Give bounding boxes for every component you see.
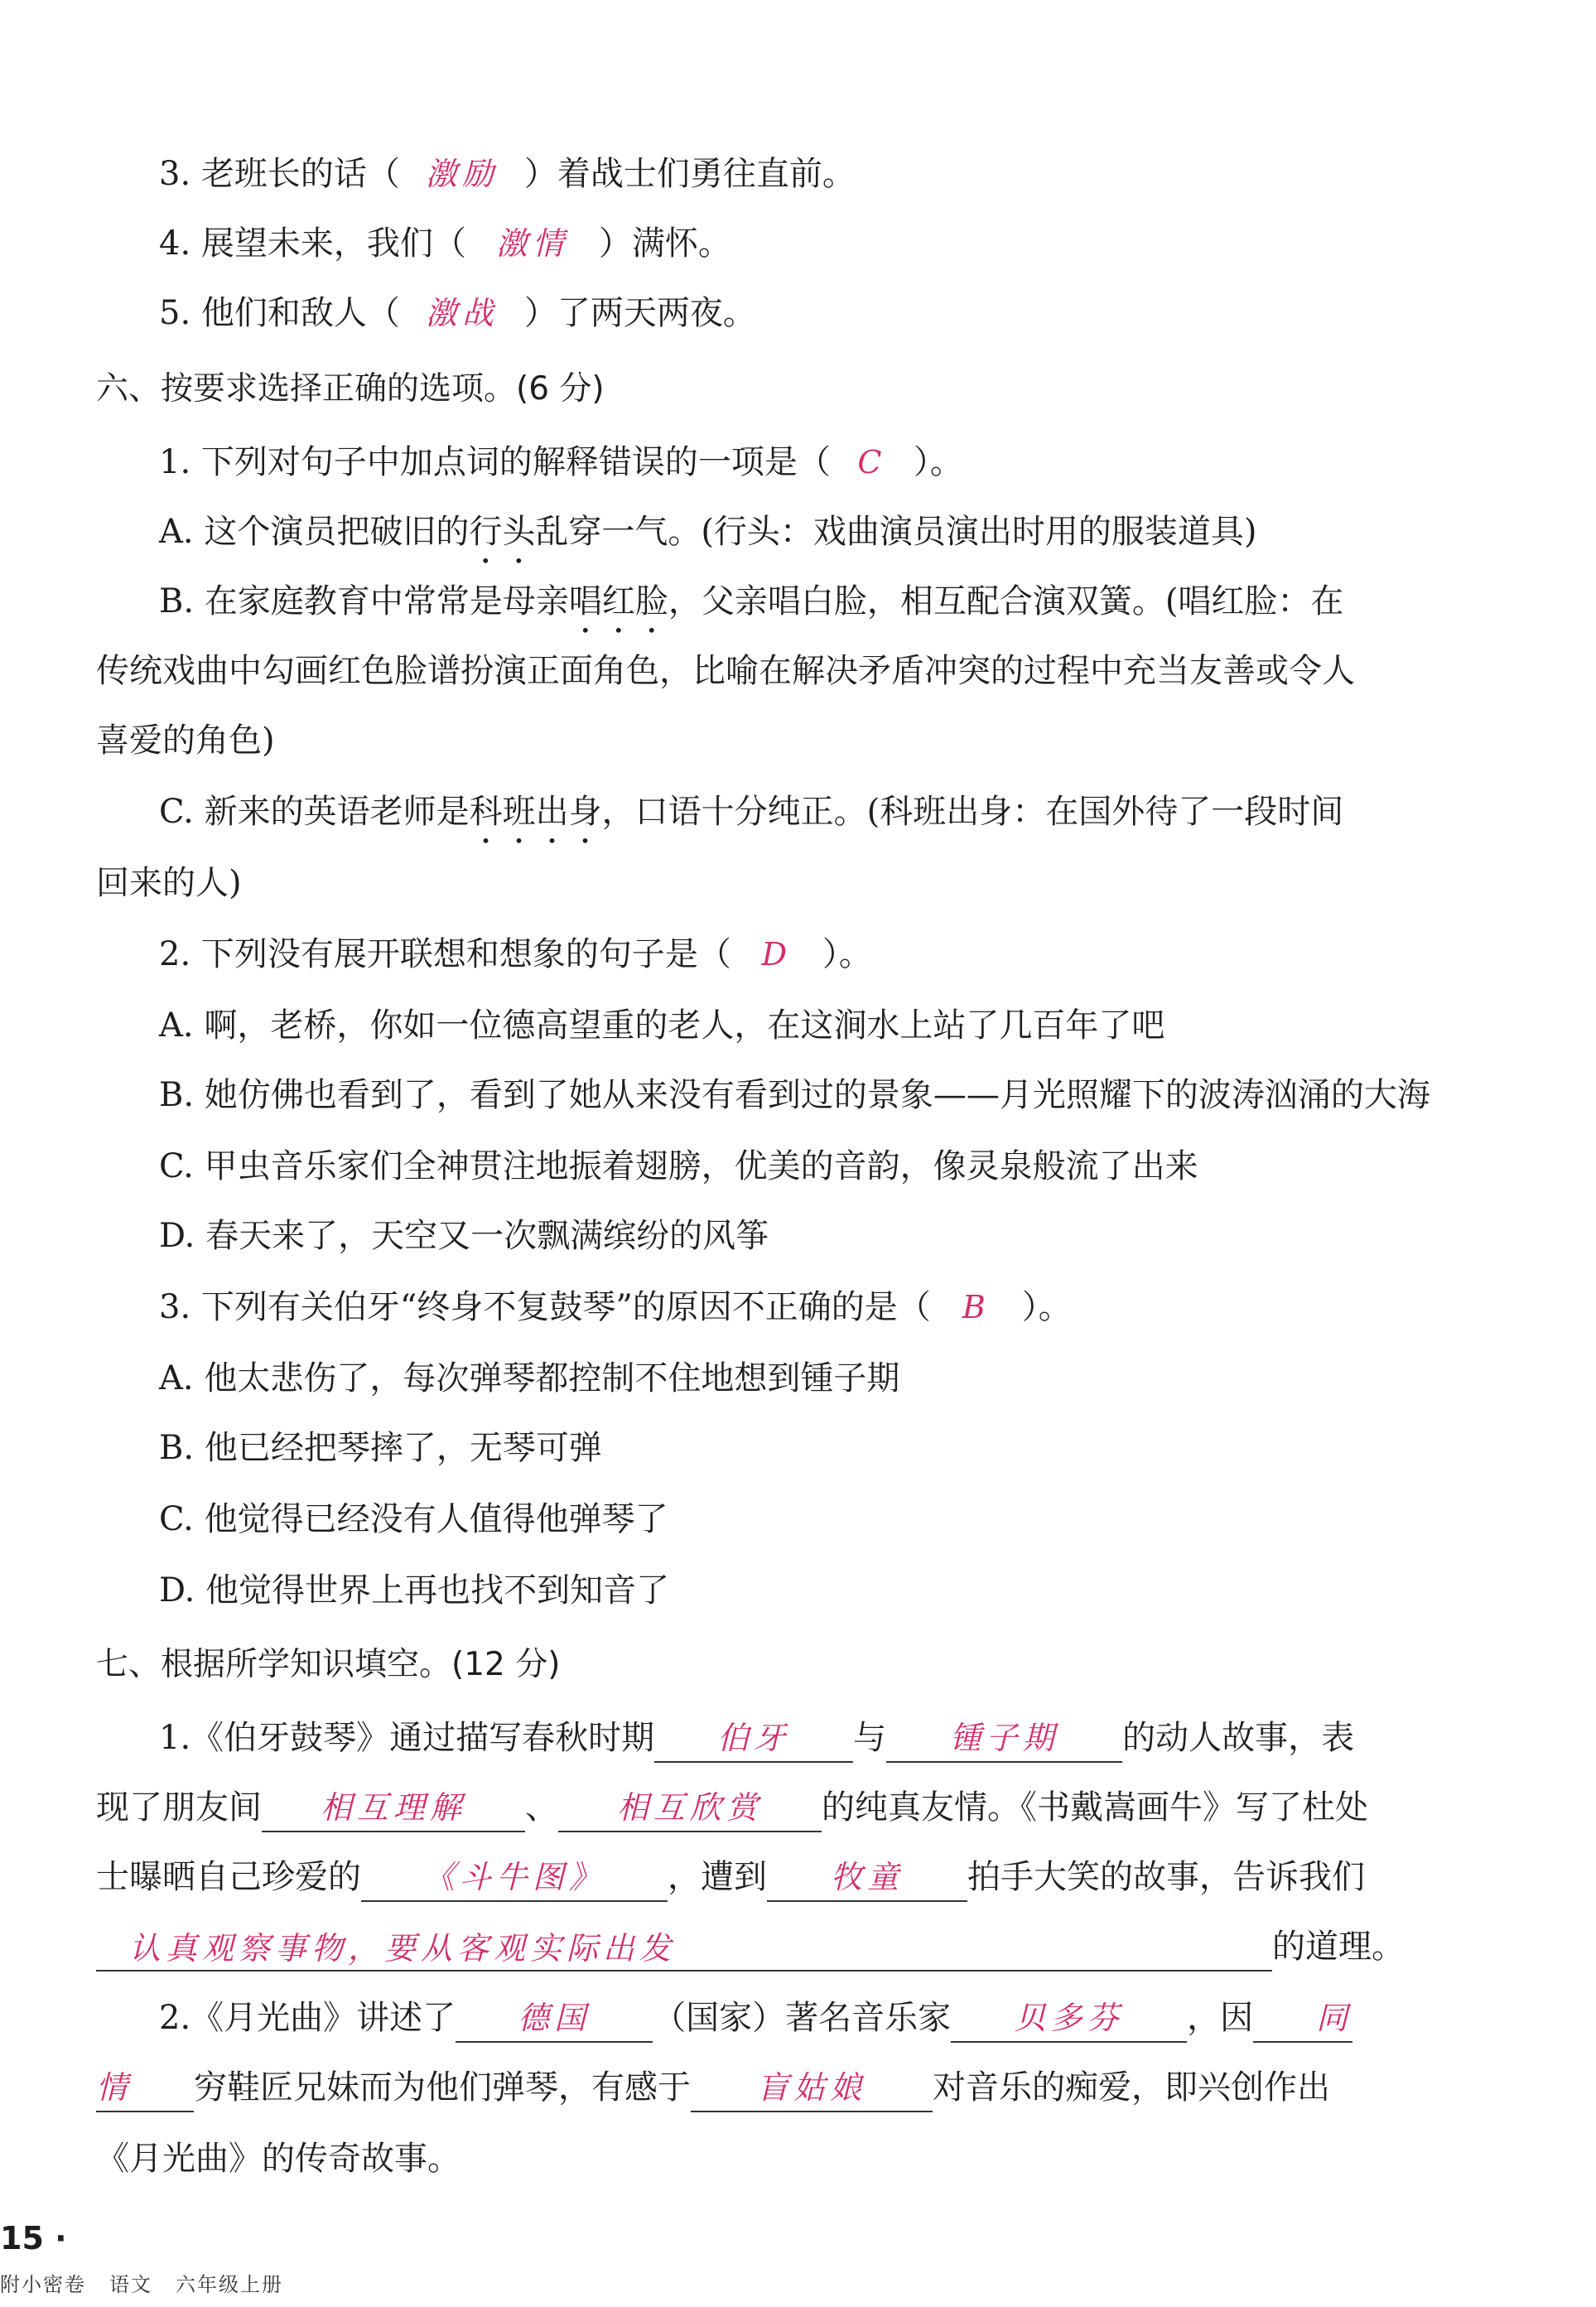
s6-q3-option-d: D. 他觉得世界上再也找不到知音了 (159, 1571, 670, 1610)
answer-s6-q2: D (761, 936, 793, 973)
grade: 六年级上册 (176, 2273, 283, 2296)
s6-q3: 3. 下列有关伯牙“终身不复鼓琴”的原因不正确的是（ B ）。 (159, 1282, 1072, 1332)
s6-q2-option-b: B. 她仿佛也看到了，看到了她从来没有看到过的景象——月光照耀下的波涛汹涌的大海 (159, 1076, 1430, 1114)
s6-q1-option-b-line2: 传统戏曲中勾画红色脸谱扮演正面角色，比喻在解决矛盾冲突的过程中充当友善或令人 (96, 652, 1355, 690)
answer-blank: 牧童 (767, 1854, 967, 1902)
answer-q5: 激战 (425, 295, 499, 331)
footer-book-info (0, 2268, 306, 2297)
s7-q2-line2: 情 穷鞋匠兄妹而为他们弹琴，有感于 盲姑娘 对音乐的痴爱，即兴创作出 (96, 2063, 1330, 2112)
s6-q2-option-c: C. 甲虫音乐家们全神贯注地振着翅膀，优美的音韵，像灵泉般流了出来 (159, 1147, 1198, 1185)
s6-q2-option-d: D. 春天来了，天空又一次飘满缤纷的风筝 (159, 1217, 769, 1255)
s6-q3-option-a: A. 他太悲伤了，每次弹琴都控制不住地想到锺子期 (159, 1359, 900, 1397)
s6-q2-option-a: A. 啊，老桥，你如一位德高望重的老人，在这涧水上站了几百年了吧 (159, 1006, 1165, 1045)
fill-q4: 4. 展望未来，我们（ 激情 ）满怀。 (159, 219, 731, 268)
s6-q1-option-c-line2: 回来的人) (96, 864, 242, 902)
s7-q2-line3: 《月光曲》的传奇故事。 (96, 2140, 460, 2178)
answer-blank: 锺子期 (886, 1715, 1122, 1763)
section7-title: 七、根据所学知识填空。(12 分) (96, 1646, 561, 1683)
answer-blank: 同 (1253, 1995, 1353, 2043)
fill-q3: 3. 老班长的话（ 激励 ）着战士们勇往直前。 (159, 149, 856, 199)
s7-q1-line3: 士曝晒自己珍爱的 《斗牛图》 ，遭到 牧童 拍手大笑的故事，告诉我们 (96, 1852, 1365, 1902)
dotted-word: 唱红脸 (568, 582, 668, 620)
s7-q2-line1: 2.《月光曲》讲述了 德国 （国家）著名音乐家 贝多芬 ，因 同 (159, 1993, 1353, 2043)
s6-q1-option-b: B. 在家庭教育中常常是母亲唱红脸，父亲唱白脸，相互配合演双簧。(唱红脸：在 (159, 582, 1344, 620)
s6-q1: 1. 下列对句子中加点词的解释错误的一项是（ C ）。 (159, 437, 963, 487)
answer-q4: 激情 (495, 225, 569, 262)
answer-s6-q1: C (857, 444, 887, 480)
answer-blank: 伯牙 (654, 1715, 853, 1763)
answer-q3: 激励 (425, 156, 499, 192)
answer-blank: 相互欣赏 (558, 1784, 822, 1832)
answer-blank: 德国 (456, 1995, 653, 2043)
answer-blank: 贝多芬 (951, 1995, 1187, 2043)
s6-q3-option-c: C. 他觉得已经没有人值得他弹琴了 (159, 1500, 668, 1538)
subject: 语文 (109, 2273, 152, 2296)
answer-s6-q3: B (962, 1289, 991, 1325)
answer-blank: 相互理解 (262, 1784, 525, 1832)
s6-q3-option-b: B. 他已经把琴摔了，无琴可弹 (159, 1429, 602, 1467)
dotted-word: 行头 (469, 513, 536, 551)
s6-q1-option-b-line3: 喜爱的角色) (96, 722, 275, 760)
answer-blank: 《斗牛图》 (361, 1854, 668, 1902)
s6-q2: 2. 下列没有展开联想和想象的句子是（ D ）。 (159, 929, 872, 979)
fill-q5: 5. 他们和敌人（ 激战 ）了两天两夜。 (159, 288, 756, 338)
answer-blank: 情 (96, 2064, 194, 2112)
s7-q1-line2: 现了朋友间 相互理解 、 相互欣赏 的纯真友情。《书戴嵩画牛》写了杜处 (96, 1783, 1368, 1832)
s7-q1-line4: 认真观察事物，要从客观实际出发 的道理。 (96, 1922, 1405, 1972)
book-title: 附小密卷 (0, 2273, 86, 2296)
section6-title: 六、按要求选择正确的选项。(6 分) (96, 370, 605, 408)
dotted-word: 科班出身 (469, 793, 602, 831)
s7-q1-line1: 1.《伯牙鼓琴》通过描写春秋时期 伯牙 与 锺子期 的动人故事，表 (159, 1713, 1354, 1763)
s6-q1-option-a: A. 这个演员把破旧的行头乱穿一气。(行头：戏曲演员演出时用的服装道具) (159, 513, 1257, 551)
s6-q1-option-c: C. 新来的英语老师是科班出身，口语十分纯正。(科班出身：在国外待了一段时间 (159, 793, 1344, 831)
page-number: 15 · (0, 2220, 67, 2256)
answer-blank: 认真观察事物，要从客观实际出发 (96, 1925, 1272, 1972)
answer-blank: 盲姑娘 (691, 2064, 933, 2112)
